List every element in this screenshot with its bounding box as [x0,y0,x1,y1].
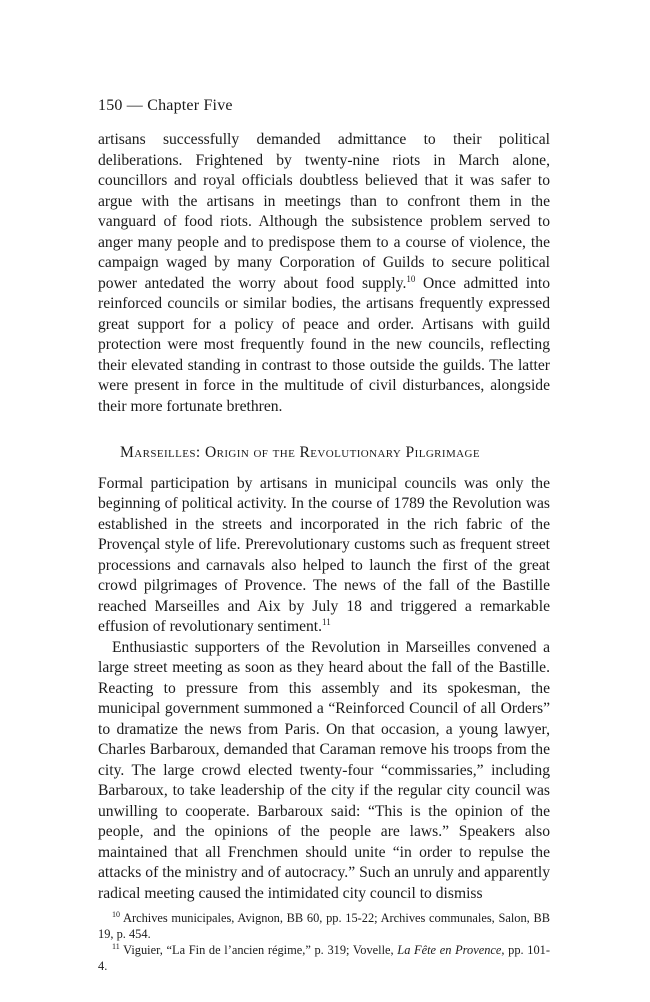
paragraph-1-text-b: Once admitted into reinforced councils or similar bodies, the artisans frequently expressed great support for a policy of peace and order. Artisans with guild protection were most frequently found in the new councils, reflecting their elevated standing in contrast to those outside the guilds. The latter were present in force in the multitude of civil disturbances, alongside their more fortunate brethren. [98,274,551,415]
section-heading: Marseilles: Origin of the Revolutionary Pilgrimage [120,444,480,461]
body-text [98,130,550,974]
footnote-10-number: 10 [112,910,120,919]
footnote-ref-11: 11 [322,617,331,627]
footnote-10-text: Archives municipales, Avignon, BB 60, pp. 15-22; Archives communales, Salon, BB 19, p. 454. [98,911,550,941]
paragraph-1-text-a: artisans successfully demanded admittance to their political deliberations. Frightened by twenty-nine riots in March alone, councillors and royal officials doubtless believed that it was safer to argue with the artisans in meetings than to confront them in the vanguard of food riots. Although the subsistence problem served to anger many people and to predispose them to a course of violence, the campaign waged by many Corporation of Guilds to secure political power antedated the worry about food supply. [98,131,550,292]
running-header: 150 — Chapter Five [98,97,233,114]
footnote-11 [98,942,550,974]
footnote-10 [98,910,550,942]
paragraph-2-text: Formal participation by artisans in municipal councils was only the beginning of political activity. In the course of 1789 the Revolution was established in the streets and incorporated in the rich fabric of the Provençal style of life. Prerevolutionary customs such as frequent street processions and carnavals also helped to launch the first of the great crowd pilgrimages of Provence. The news of the fall of the Bastille reached Marseilles and Aix by July 18 and triggered a remarkable effusion of revolutionary sentiment. [98,474,550,635]
paragraph-2 [98,474,550,638]
footnote-11-number: 11 [112,942,120,951]
footnote-ref-10: 10 [406,273,416,284]
footnote-11-text-a: Viguier, “La Fin de l’ancien régime,” p. 319; Vovelle, [119,943,398,957]
paragraph-1 [98,130,550,417]
footnote-11-title: La Fête en Provence [397,943,502,957]
paragraph-3: Enthusiastic supporters of the Revolution in Marseilles convened a large street meeting as soon as they heard about the fall of the Bastille. Reacting to pressure from this assembly and its spokesman, the municipal government summoned a “Reinforced Council of all Orders” to dramatize the news from Paris. On that occasion, a young lawyer, Charles Barbaroux, demanded that Caraman remove his troops from the city. The large crowd elected twenty-four “commissaries,” including Barbaroux, to take leadership of the city if the regular city council was unwilling to cooperate. Barbaroux said: “This is the opinion of the people, and the opinions of the people are laws.” Speakers also maintained that all Frenchmen should unite “in order to repulse the attacks of the ministry and of autocracy.” Such an unruly and apparently radical meeting caused the intimidated city council to dismiss [98,638,550,902]
footnote-11-text-b: , pp. 101-4. [98,943,551,973]
footnotes [98,910,550,974]
